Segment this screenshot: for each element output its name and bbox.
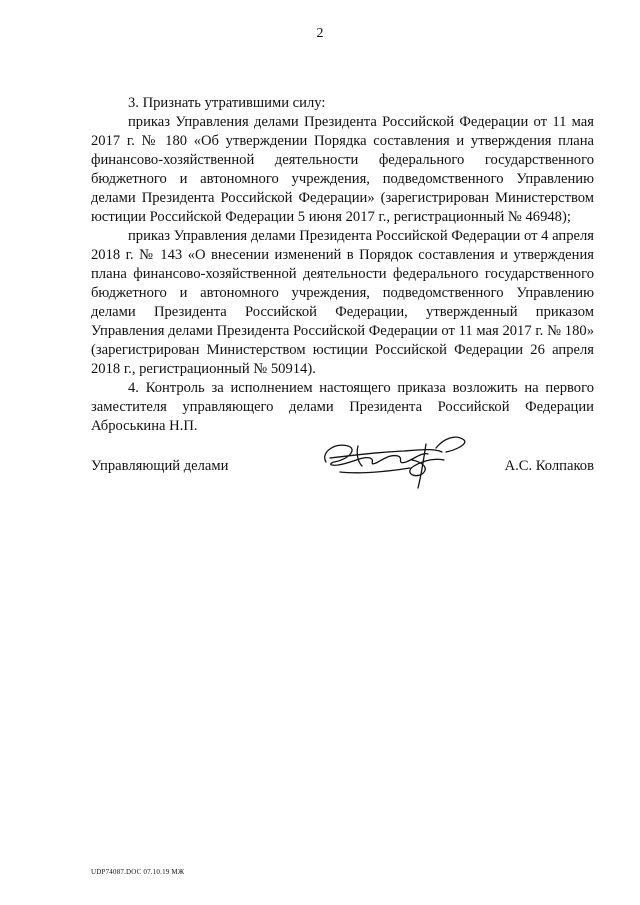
document-file-code: UDP74087.DOC 07.10.19 MЖ xyxy=(91,868,185,876)
revoked-order-180: приказ Управления делами Президента Российской Федерации от 11 мая 2017 г. № 180 «Об утверждении Порядка составления и утверждения плана финансово-хозяйственной деятельности федерального государственного бюджетного и автономного учреждения, подведомственного Управлению делами Президента Российской Федерации» (зарегистрирован Министерством юстиции Российской Федерации 5 июня 2017 г., регистрационный № 46948); xyxy=(91,114,594,225)
revoked-order-143: приказ Управления делами Президента Российской Федерации от 4 апреля 2018 г. № 143 «О внесении изменений в Порядок составления и утверждения плана финансово-хозяйственной деятельности федерального государственного бюджетного и автономного учреждения, подведомственного Управлению делами Президента Российской Федерации, утвержденный приказом Управления делами Президента Российской Федерации от 11 мая 2017 г. № 180» (зарегистрирован Министерством юстиции Российской Федерации 26 апреля 2018 г., регистрационный № 50914). xyxy=(91,228,594,377)
signer-name: А.С. Колпаков xyxy=(504,458,594,474)
document-body xyxy=(91,94,594,436)
item-4-control: 4. Контроль за исполнением настоящего приказа возложить на первого заместителя управляющего делами Президента Российской Федерации Аброськина Н.П. xyxy=(91,380,594,434)
page-number: 2 xyxy=(316,26,324,41)
handwritten-signature xyxy=(318,432,468,490)
item-3-heading: 3. Признать утратившими силу: xyxy=(128,95,326,111)
signer-title: Управляющий делами xyxy=(91,458,229,474)
